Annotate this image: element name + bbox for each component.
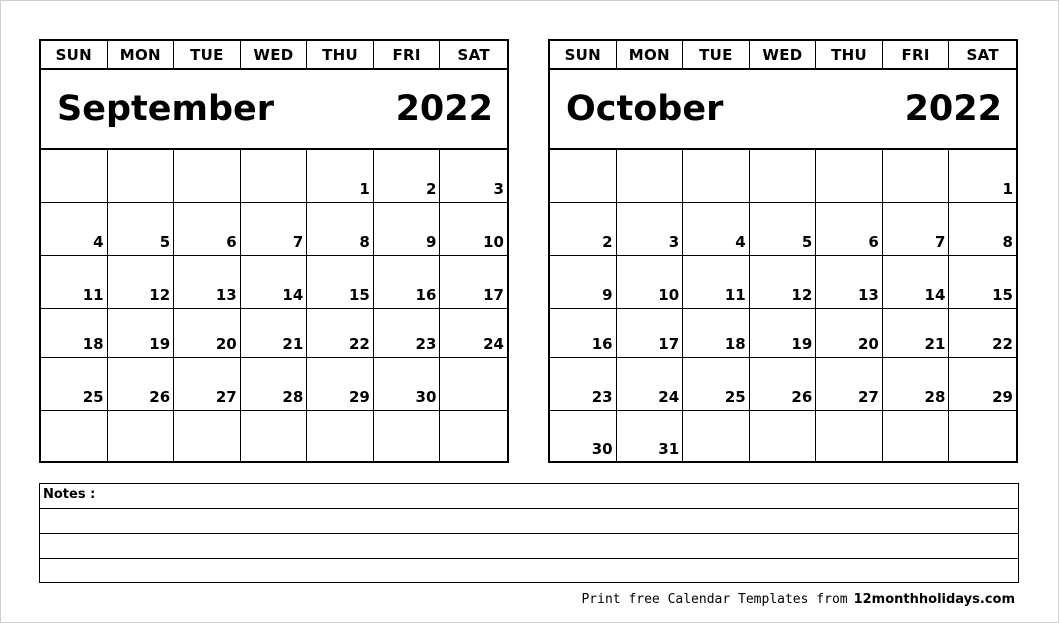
day-number: 21 xyxy=(282,335,304,353)
day-cell[interactable] xyxy=(816,358,883,411)
day-number: 25 xyxy=(724,388,746,406)
day-cell[interactable] xyxy=(174,411,241,462)
day-cell[interactable] xyxy=(617,256,684,309)
notes-line[interactable] xyxy=(40,534,1018,559)
day-number: 6 xyxy=(868,233,879,251)
day-cell[interactable] xyxy=(816,150,883,203)
day-cell[interactable] xyxy=(174,203,241,256)
day-cell[interactable] xyxy=(440,203,507,256)
day-number: 14 xyxy=(924,286,946,304)
day-cell[interactable] xyxy=(883,256,950,309)
day-cell[interactable] xyxy=(617,358,684,411)
day-cell[interactable] xyxy=(241,256,308,309)
notes-line[interactable] xyxy=(40,559,1018,584)
day-cell[interactable] xyxy=(241,411,308,462)
day-cell[interactable] xyxy=(108,411,175,462)
day-cell[interactable] xyxy=(174,309,241,358)
day-cell[interactable] xyxy=(374,150,441,203)
footer-credit xyxy=(581,592,1015,607)
day-number: 21 xyxy=(924,335,946,353)
day-cell[interactable] xyxy=(683,358,750,411)
day-cell[interactable] xyxy=(949,309,1016,358)
day-number: 17 xyxy=(483,286,504,304)
day-number: 7 xyxy=(934,233,946,251)
day-cell[interactable] xyxy=(750,358,817,411)
weekday-header: SUN xyxy=(41,41,108,68)
day-cell[interactable] xyxy=(440,358,507,411)
day-cell[interactable] xyxy=(750,150,817,203)
day-cell[interactable] xyxy=(440,411,507,462)
day-cell[interactable] xyxy=(307,256,374,309)
month-title-row xyxy=(550,70,1016,150)
day-number: 15 xyxy=(348,286,370,304)
day-cell[interactable] xyxy=(374,411,441,462)
day-number: 4 xyxy=(93,233,104,251)
day-cell[interactable] xyxy=(440,150,507,203)
day-cell[interactable] xyxy=(374,256,441,309)
day-number: 12 xyxy=(149,286,171,304)
day-cell[interactable] xyxy=(883,203,950,256)
day-number: 12 xyxy=(791,286,813,304)
day-number: 24 xyxy=(658,388,680,406)
day-cell[interactable] xyxy=(750,256,817,309)
day-number: 16 xyxy=(415,286,437,304)
day-number: 1 xyxy=(1002,180,1013,198)
day-cell[interactable] xyxy=(374,358,441,411)
day-cell[interactable] xyxy=(307,411,374,462)
day-cell[interactable] xyxy=(816,411,883,462)
notes-label: Notes : xyxy=(43,487,96,502)
day-number: 9 xyxy=(425,233,437,251)
day-cell[interactable] xyxy=(550,256,617,309)
day-number: 1 xyxy=(359,180,370,198)
month-title-row xyxy=(41,70,507,150)
day-cell[interactable] xyxy=(307,203,374,256)
day-number: 6 xyxy=(226,233,237,251)
day-cell[interactable] xyxy=(41,358,108,411)
day-cell[interactable] xyxy=(883,358,950,411)
day-number: 25 xyxy=(82,388,104,406)
day-cell[interactable] xyxy=(550,411,617,462)
day-number: 19 xyxy=(149,335,171,353)
weekday-header: WED xyxy=(241,41,308,68)
day-cell[interactable] xyxy=(41,150,108,203)
day-cell[interactable] xyxy=(683,411,750,462)
day-cell[interactable] xyxy=(41,309,108,358)
month-year: 2022 xyxy=(395,88,493,129)
weekday-header-row xyxy=(550,41,1016,70)
day-cell[interactable] xyxy=(617,411,684,462)
day-cell[interactable] xyxy=(440,256,507,309)
weekday-header: THU xyxy=(816,41,883,68)
notes-box xyxy=(39,483,1019,583)
day-number: 7 xyxy=(292,233,304,251)
day-number: 27 xyxy=(215,388,237,406)
day-number: 26 xyxy=(149,388,171,406)
day-number: 2 xyxy=(425,180,437,198)
day-number: 26 xyxy=(791,388,813,406)
day-cell[interactable] xyxy=(949,150,1016,203)
day-number: 31 xyxy=(658,440,680,458)
day-number: 13 xyxy=(857,286,879,304)
day-cell[interactable] xyxy=(41,411,108,462)
day-number: 5 xyxy=(159,233,171,251)
day-number: 30 xyxy=(591,440,613,458)
calendar-september xyxy=(39,39,509,463)
day-cell[interactable] xyxy=(550,203,617,256)
day-number: 23 xyxy=(591,388,613,406)
day-number: 20 xyxy=(215,335,237,353)
day-cell[interactable] xyxy=(816,256,883,309)
day-cell[interactable] xyxy=(750,411,817,462)
day-cell[interactable] xyxy=(174,256,241,309)
day-cell[interactable] xyxy=(816,309,883,358)
footer-prefix: Print free Calendar Templates from xyxy=(581,592,848,607)
day-cell[interactable] xyxy=(374,309,441,358)
day-cell[interactable] xyxy=(174,150,241,203)
day-cell[interactable] xyxy=(108,309,175,358)
day-number: 3 xyxy=(493,180,504,198)
weekday-header: SUN xyxy=(550,41,617,68)
weekday-header: FRI xyxy=(374,41,441,68)
day-cell[interactable] xyxy=(241,150,308,203)
day-cell[interactable] xyxy=(883,411,950,462)
day-cell[interactable] xyxy=(683,256,750,309)
day-number: 23 xyxy=(415,335,437,353)
notes-line[interactable] xyxy=(40,484,1018,509)
day-cell[interactable] xyxy=(307,150,374,203)
day-number: 28 xyxy=(924,388,946,406)
day-number: 11 xyxy=(82,286,104,304)
day-cell[interactable] xyxy=(949,358,1016,411)
day-cell[interactable] xyxy=(816,203,883,256)
footer-site-link[interactable]: 12monthholidays.com xyxy=(853,592,1015,607)
day-cell[interactable] xyxy=(949,256,1016,309)
weekday-header: SAT xyxy=(457,45,490,64)
day-number: 13 xyxy=(215,286,237,304)
day-cell[interactable] xyxy=(683,150,750,203)
month-name: October xyxy=(566,88,724,129)
month-year: 2022 xyxy=(904,88,1002,129)
day-cell[interactable] xyxy=(374,203,441,256)
day-cell[interactable] xyxy=(883,309,950,358)
day-cell[interactable] xyxy=(108,150,175,203)
day-number: 29 xyxy=(992,388,1013,406)
weekday-header-row xyxy=(41,41,507,70)
day-cell[interactable] xyxy=(949,203,1016,256)
day-number: 8 xyxy=(1002,233,1013,251)
day-cell[interactable] xyxy=(108,203,175,256)
day-number: 3 xyxy=(668,233,680,251)
day-number: 17 xyxy=(658,335,680,353)
weekday-header: MON xyxy=(108,41,175,68)
day-number: 9 xyxy=(602,286,613,304)
days-grid xyxy=(550,150,1016,462)
day-cell[interactable] xyxy=(617,203,684,256)
day-number: 30 xyxy=(415,388,437,406)
day-cell[interactable] xyxy=(550,150,617,203)
day-cell[interactable] xyxy=(440,309,507,358)
day-cell[interactable] xyxy=(108,358,175,411)
day-cell[interactable] xyxy=(174,358,241,411)
day-cell[interactable] xyxy=(750,309,817,358)
day-number: 16 xyxy=(591,335,613,353)
days-grid xyxy=(41,150,507,462)
weekday-header: MON xyxy=(617,41,684,68)
day-cell[interactable] xyxy=(683,203,750,256)
day-number: 19 xyxy=(791,335,813,353)
day-number: 18 xyxy=(724,335,746,353)
day-cell[interactable] xyxy=(949,411,1016,462)
day-number: 10 xyxy=(658,286,680,304)
day-number: 20 xyxy=(857,335,879,353)
weekday-header: SAT xyxy=(966,45,999,64)
day-cell[interactable] xyxy=(241,309,308,358)
weekday-header: THU xyxy=(307,41,374,68)
day-number: 15 xyxy=(992,286,1013,304)
day-number: 8 xyxy=(359,233,370,251)
month-name: September xyxy=(57,88,274,129)
day-cell[interactable] xyxy=(41,203,108,256)
day-number: 10 xyxy=(483,233,504,251)
day-cell[interactable] xyxy=(617,150,684,203)
weekday-header: WED xyxy=(750,41,817,68)
day-cell[interactable] xyxy=(108,256,175,309)
weekday-header: TUE xyxy=(683,41,750,68)
day-cell[interactable] xyxy=(241,203,308,256)
day-cell[interactable] xyxy=(307,358,374,411)
day-number: 27 xyxy=(857,388,879,406)
day-number: 29 xyxy=(348,388,370,406)
weekday-header: FRI xyxy=(883,41,950,68)
day-number: 18 xyxy=(82,335,104,353)
day-cell[interactable] xyxy=(750,203,817,256)
day-number: 28 xyxy=(282,388,304,406)
day-number: 5 xyxy=(801,233,813,251)
day-number: 24 xyxy=(483,335,504,353)
notes-line[interactable] xyxy=(40,509,1018,534)
weekday-header: TUE xyxy=(174,41,241,68)
day-number: 14 xyxy=(282,286,304,304)
day-cell[interactable] xyxy=(683,309,750,358)
day-number: 22 xyxy=(348,335,370,353)
day-cell[interactable] xyxy=(617,309,684,358)
day-cell[interactable] xyxy=(550,309,617,358)
day-number: 4 xyxy=(735,233,746,251)
day-number: 11 xyxy=(724,286,746,304)
day-cell[interactable] xyxy=(550,358,617,411)
calendar-october xyxy=(548,39,1018,463)
day-cell[interactable] xyxy=(241,358,308,411)
day-number: 2 xyxy=(602,233,613,251)
day-cell[interactable] xyxy=(307,309,374,358)
day-cell[interactable] xyxy=(41,256,108,309)
day-cell[interactable] xyxy=(883,150,950,203)
day-number: 22 xyxy=(992,335,1013,353)
